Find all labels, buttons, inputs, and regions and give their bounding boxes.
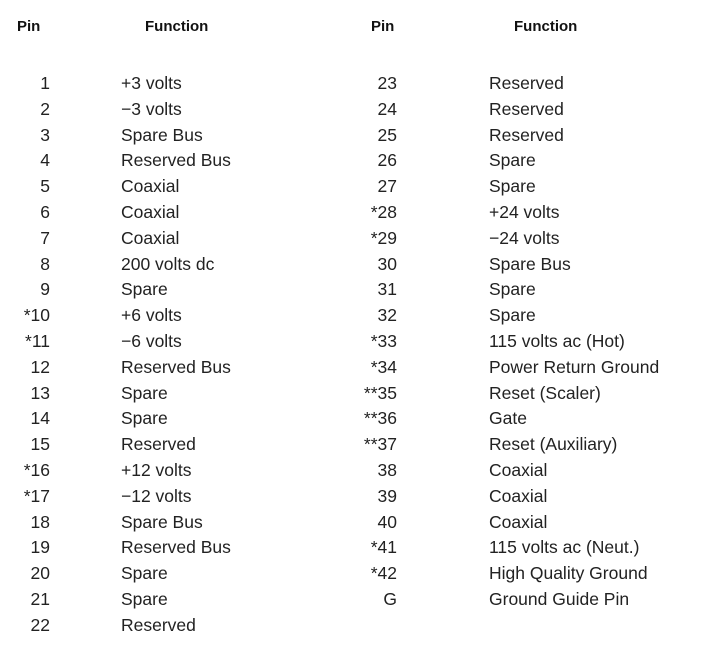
pin-function: Reserved xyxy=(489,73,564,93)
pin-number: 18 xyxy=(30,511,50,532)
pin-number: 19 xyxy=(30,537,50,558)
pin-function: −24 volts xyxy=(489,227,560,248)
pin-number: 25 xyxy=(377,124,397,145)
pin-number: 22 xyxy=(30,614,50,635)
pin-function: Spare xyxy=(121,382,168,403)
pin-function: Reserved xyxy=(121,434,196,455)
pin-number: *29 xyxy=(370,227,397,248)
pin-function: Coaxial xyxy=(489,511,548,532)
pin-number: 30 xyxy=(377,253,397,274)
pin-number: 20 xyxy=(30,563,50,584)
pin-number: 32 xyxy=(377,305,397,326)
header-pin-right: Pin xyxy=(371,18,395,35)
pin-number: 5 xyxy=(40,176,50,197)
function-column-right xyxy=(489,71,659,613)
function-column-left xyxy=(121,71,231,639)
pin-number: *42 xyxy=(370,563,397,584)
header-function-right: Function xyxy=(514,18,578,35)
pin-function: Coaxial xyxy=(121,201,180,222)
pin-function: Reserved xyxy=(489,124,564,145)
pin-function: Spare xyxy=(489,305,536,326)
pin-function: +12 volts xyxy=(121,459,192,480)
pin-function: Gate xyxy=(489,408,527,429)
pin-number: 8 xyxy=(40,253,50,274)
pin-function: +24 volts xyxy=(489,201,560,222)
pin-function: High Quality Ground xyxy=(489,563,648,584)
pin-function: Spare xyxy=(489,279,536,300)
pin-number: 38 xyxy=(377,459,397,480)
pin-number: **35 xyxy=(363,382,397,403)
pin-function: Reserved xyxy=(489,98,564,119)
header-pin-left: Pin xyxy=(17,18,41,35)
pin-number: 39 xyxy=(377,485,397,506)
pin-number: **37 xyxy=(363,434,397,455)
pin-function: −3 volts xyxy=(121,98,182,119)
pin-number: G xyxy=(383,588,397,609)
pin-number: 27 xyxy=(377,176,397,197)
pin-function: Spare Bus xyxy=(121,124,203,145)
pin-number: 6 xyxy=(40,201,50,222)
pin-number: 9 xyxy=(40,279,50,300)
pin-function: Spare xyxy=(121,563,168,584)
pin-number: 13 xyxy=(30,382,50,403)
pin-function: 115 volts ac (Hot) xyxy=(489,330,625,351)
pin-function: Spare xyxy=(121,279,168,300)
pin-function: Spare xyxy=(121,588,168,609)
pin-function: Reset (Scaler) xyxy=(489,382,601,403)
pin-function: Coaxial xyxy=(121,176,180,197)
pin-function: Reserved Bus xyxy=(121,537,231,558)
pin-function: Reserved Bus xyxy=(121,356,231,377)
pin-function: Spare xyxy=(489,176,536,197)
pin-number: 24 xyxy=(377,98,397,119)
pin-function: Spare Bus xyxy=(121,511,203,532)
pin-number: 40 xyxy=(377,511,397,532)
pin-column-left xyxy=(0,71,50,639)
pin-number: *17 xyxy=(23,485,50,506)
pin-number: *34 xyxy=(370,356,397,377)
pin-function: 115 volts ac (Neut.) xyxy=(489,537,640,558)
pin-function: −6 volts xyxy=(121,330,182,351)
pin-function: Coaxial xyxy=(489,485,548,506)
pin-number: 14 xyxy=(30,408,50,429)
pin-number: 26 xyxy=(377,150,397,171)
pin-function: +6 volts xyxy=(121,305,182,326)
pin-function: −12 volts xyxy=(121,485,192,506)
pin-column-right xyxy=(347,71,397,613)
pin-number: **36 xyxy=(363,408,397,429)
pin-function: +3 volts xyxy=(121,73,182,93)
pin-function: Ground Guide Pin xyxy=(489,588,630,609)
pin-number: *41 xyxy=(370,537,397,558)
pin-function: 200 volts dc xyxy=(121,253,215,274)
pin-function: Spare xyxy=(121,408,168,429)
pin-number: *11 xyxy=(25,330,50,351)
pin-function: Reset (Auxiliary) xyxy=(489,434,618,455)
pin-number: 12 xyxy=(30,356,50,377)
pin-number: 1 xyxy=(40,73,50,93)
pin-number: *33 xyxy=(370,330,397,351)
pin-function: Coaxial xyxy=(121,227,180,248)
header-function-left: Function xyxy=(145,18,209,35)
pin-number: 21 xyxy=(30,588,50,609)
pin-number: *28 xyxy=(370,201,397,222)
pin-function: Spare Bus xyxy=(489,253,571,274)
pin-number: 23 xyxy=(377,73,397,93)
pin-number: 7 xyxy=(40,227,50,248)
pin-function: Power Return Ground xyxy=(489,356,660,377)
pin-function: Reserved Bus xyxy=(121,150,231,171)
pin-function: Spare xyxy=(489,150,536,171)
pin-function: Reserved xyxy=(121,614,196,635)
pin-number: 31 xyxy=(377,279,397,300)
pin-number: 2 xyxy=(40,98,50,119)
pin-number: *16 xyxy=(23,459,50,480)
pin-number: *10 xyxy=(23,305,50,326)
pin-number: 15 xyxy=(30,434,50,455)
pin-number: 3 xyxy=(40,124,50,145)
pin-function: Coaxial xyxy=(489,459,548,480)
pin-number: 4 xyxy=(40,150,50,171)
